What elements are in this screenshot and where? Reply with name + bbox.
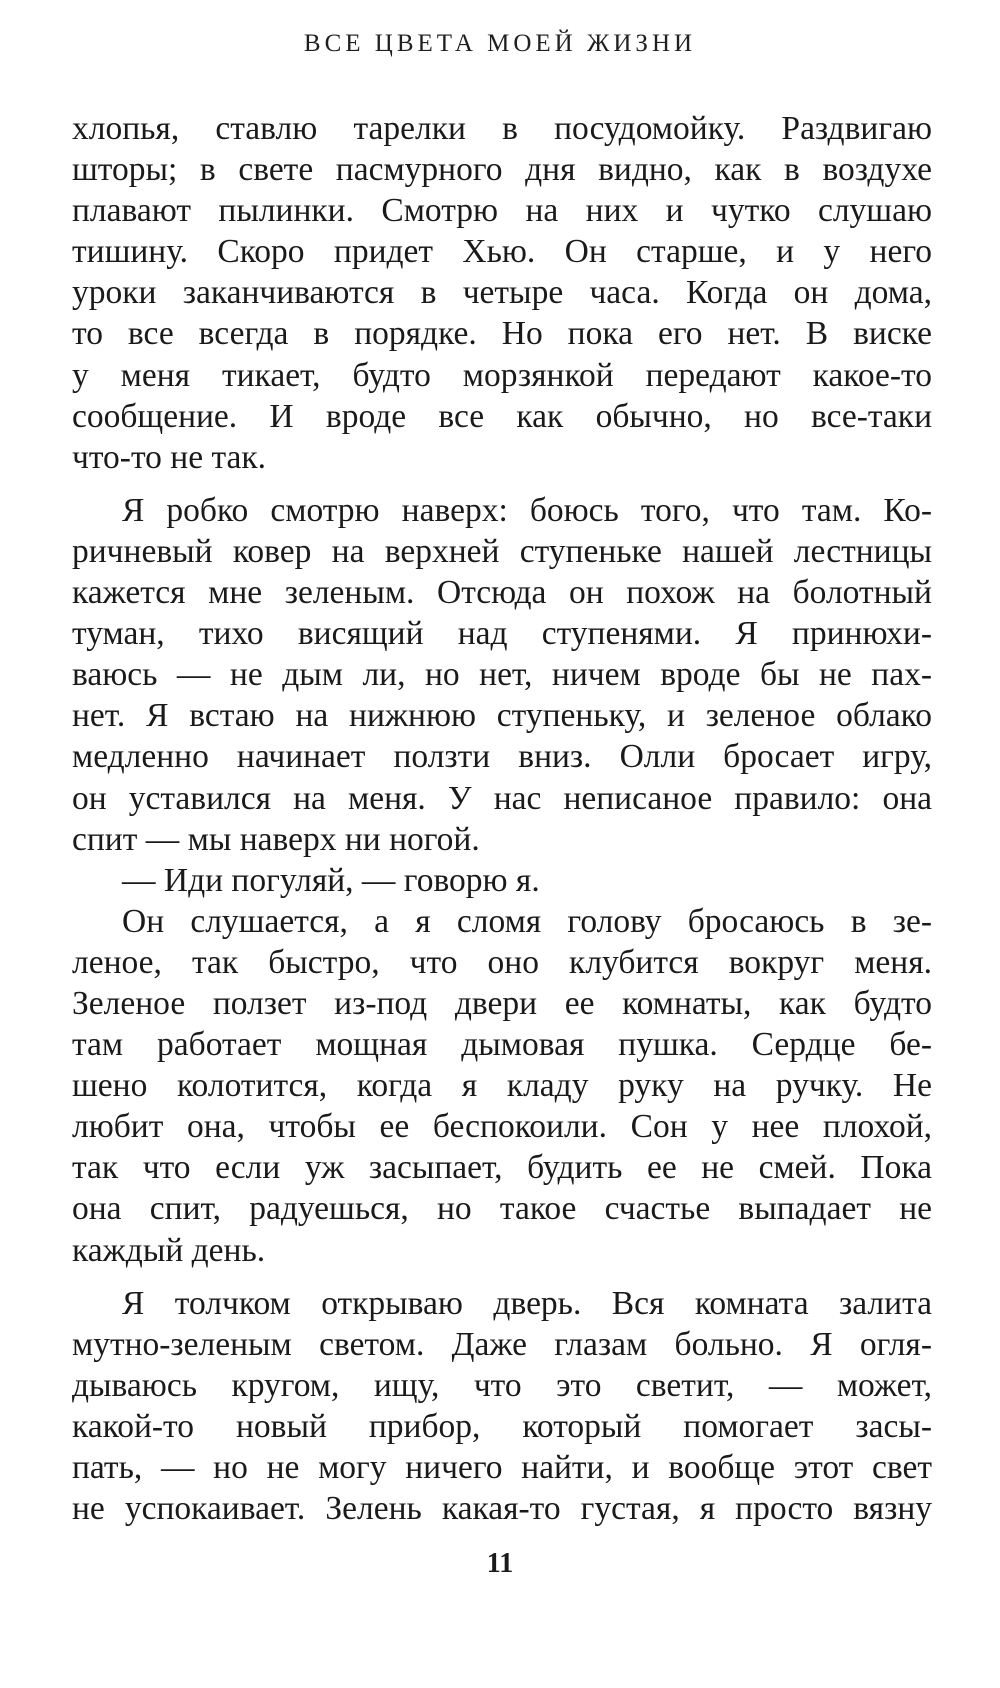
text-line: она спит, радуешься, но такое счастье выпадает не xyxy=(72,1190,932,1228)
text-line: дываюсь кругом, ищу, что это светит, — может, xyxy=(72,1366,932,1404)
text-line: пать, — но не могу ничего найти, и вообще этот свет xyxy=(72,1449,932,1486)
text-line: кажется мне зеленым. Отсюда он похож на болотный xyxy=(72,574,932,612)
text-line: что-то не так. xyxy=(72,438,267,476)
paragraph-gap xyxy=(72,478,932,490)
text-line: спит — мы наверх ни ногой. xyxy=(72,820,480,858)
text-line: медленно начинает ползти вниз. Олли бросает игру, xyxy=(72,738,932,776)
text-line: какой-то новый прибор, который помогает засы- xyxy=(72,1407,932,1445)
text-line: леное, так быстро, что оно клубится вокруг меня. xyxy=(72,943,932,981)
text-line: ричневый ковер на верхней ступеньке нашей лестницы xyxy=(72,532,932,570)
paragraph-gap xyxy=(72,1271,932,1283)
text-line: любит она, чтобы ее беспокоили. Сон у нее плохой, xyxy=(72,1108,932,1146)
text-line: Я робко смотрю наверх: боюсь того, что там. Ко- xyxy=(122,491,932,529)
running-head: ВСЕ ЦВЕТА МОЕЙ ЖИЗНИ xyxy=(303,30,697,57)
text-line: то все всегда в порядке. Но пока его нет. В виске xyxy=(72,315,932,353)
text-line: он уставился на меня. У нас неписаное правило: она xyxy=(72,779,932,817)
text-line: шторы; в свете пасмурного дня видно, как в воздухе xyxy=(72,151,932,189)
text-line: Зеленое ползет из-под двери ее комнаты, как будто xyxy=(72,984,932,1022)
text-line: Я толчком открываю дверь. Вся комната залита xyxy=(122,1284,932,1322)
text-line: так что если уж засыпает, будить ее не смей. Пока xyxy=(72,1149,932,1187)
text-line: мутно-зеленым светом. Даже глазам больно. Я огля- xyxy=(72,1325,932,1363)
text-line: уроки заканчиваются в четыре часа. Когда он дома, xyxy=(72,274,932,312)
body-text xyxy=(72,108,932,1529)
text-line: ваюсь — не дым ли, но нет, ничем вроде бы не пах- xyxy=(72,656,932,694)
text-line: шено колотится, когда я кладу руку на ручку. Не xyxy=(72,1067,932,1105)
text-line: не успокаивает. Зелень какая-то густая, я просто вязну xyxy=(72,1490,932,1528)
text-line: плавают пылинки. Смотрю на них и чутко слушаю xyxy=(72,192,932,230)
text-line: нет. Я встаю на нижнюю ступеньку, и зеленое облако xyxy=(72,697,932,735)
text-line: хлопья, ставлю тарелки в посудомойку. Раздвигаю xyxy=(72,110,932,147)
text-line: — Иди погуляй, — говорю я. xyxy=(122,861,540,899)
text-line: у меня тикает, будто морзянкой передают какое-то xyxy=(72,356,932,394)
text-line: тишину. Скоро придет Хью. Он старше, и у него xyxy=(72,233,932,271)
paragraph xyxy=(72,860,932,901)
text-line: каждый день. xyxy=(72,1231,266,1269)
paragraph xyxy=(72,490,932,860)
text-line: туман, тихо висящий над ступенями. Я принюхи- xyxy=(72,615,932,653)
page-number: 11 xyxy=(486,1548,514,1579)
paragraph xyxy=(72,108,932,478)
paragraph xyxy=(72,1283,932,1530)
text-line: сообщение. И вроде все как обычно, но все-таки xyxy=(72,397,932,435)
text-line: там работает мощная дымовая пушка. Сердце бе- xyxy=(72,1026,932,1064)
text-line: Он слушается, а я сломя голову бросаюсь в зе- xyxy=(122,902,932,940)
paragraph xyxy=(72,901,932,1271)
